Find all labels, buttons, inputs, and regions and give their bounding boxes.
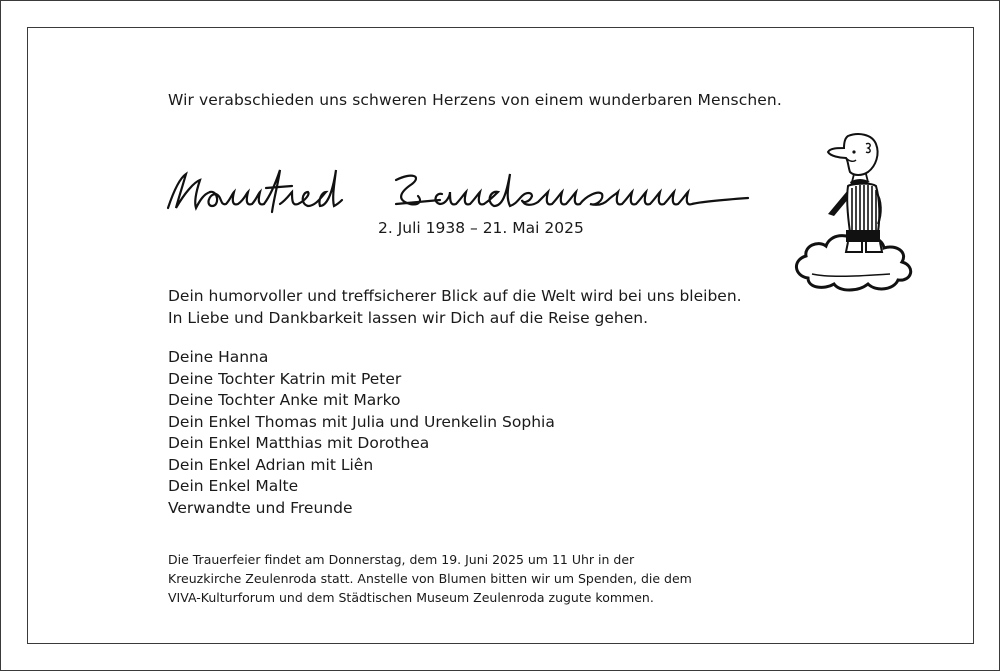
- funeral-line: Kreuzkirche Zeulenroda statt. Anstelle von Blumen bitten wir um Spenden, die dem: [168, 571, 692, 586]
- cartoon-man-on-cloud-illustration: [790, 128, 920, 298]
- funeral-line: Die Trauerfeier findet am Donnerstag, dem 19. Juni 2025 um 11 Uhr in der: [168, 552, 635, 567]
- mourner-line: Deine Tochter Anke mit Marko: [168, 391, 401, 409]
- handwritten-signature: [160, 160, 760, 220]
- tribute-line: Dein humorvoller und treffsicherer Blick auf die Welt wird bei uns bleiben.: [168, 287, 742, 305]
- mourner-line: Dein Enkel Thomas mit Julia und Urenkelin Sophia: [168, 412, 555, 431]
- mourner-line: Verwandte und Freunde: [168, 498, 353, 517]
- tribute-line: In Liebe und Dankbarkeit lassen wir Dich auf die Reise gehen.: [168, 308, 649, 327]
- funeral-line: VIVA-Kulturforum und dem Städtischen Museum Zeulenroda zugute kommen.: [168, 590, 654, 605]
- intro-text: Wir verabschieden uns schweren Herzens von einem wunderbaren Menschen.: [168, 91, 782, 109]
- mourner-line: Dein Enkel Adrian mit Liên: [168, 455, 374, 474]
- life-dates: 2. Juli 1938 – 21. Mai 2025: [378, 219, 584, 237]
- funeral-notice: [168, 550, 692, 607]
- mourner-line: Deine Tochter Katrin mit Peter: [168, 369, 402, 388]
- mourner-line: Deine Hanna: [168, 348, 269, 366]
- tribute-text: [168, 286, 742, 329]
- mourner-line: Dein Enkel Matthias mit Dorothea: [168, 434, 430, 452]
- mourners-list: [168, 347, 555, 519]
- mourner-line: Dein Enkel Malte: [168, 477, 299, 495]
